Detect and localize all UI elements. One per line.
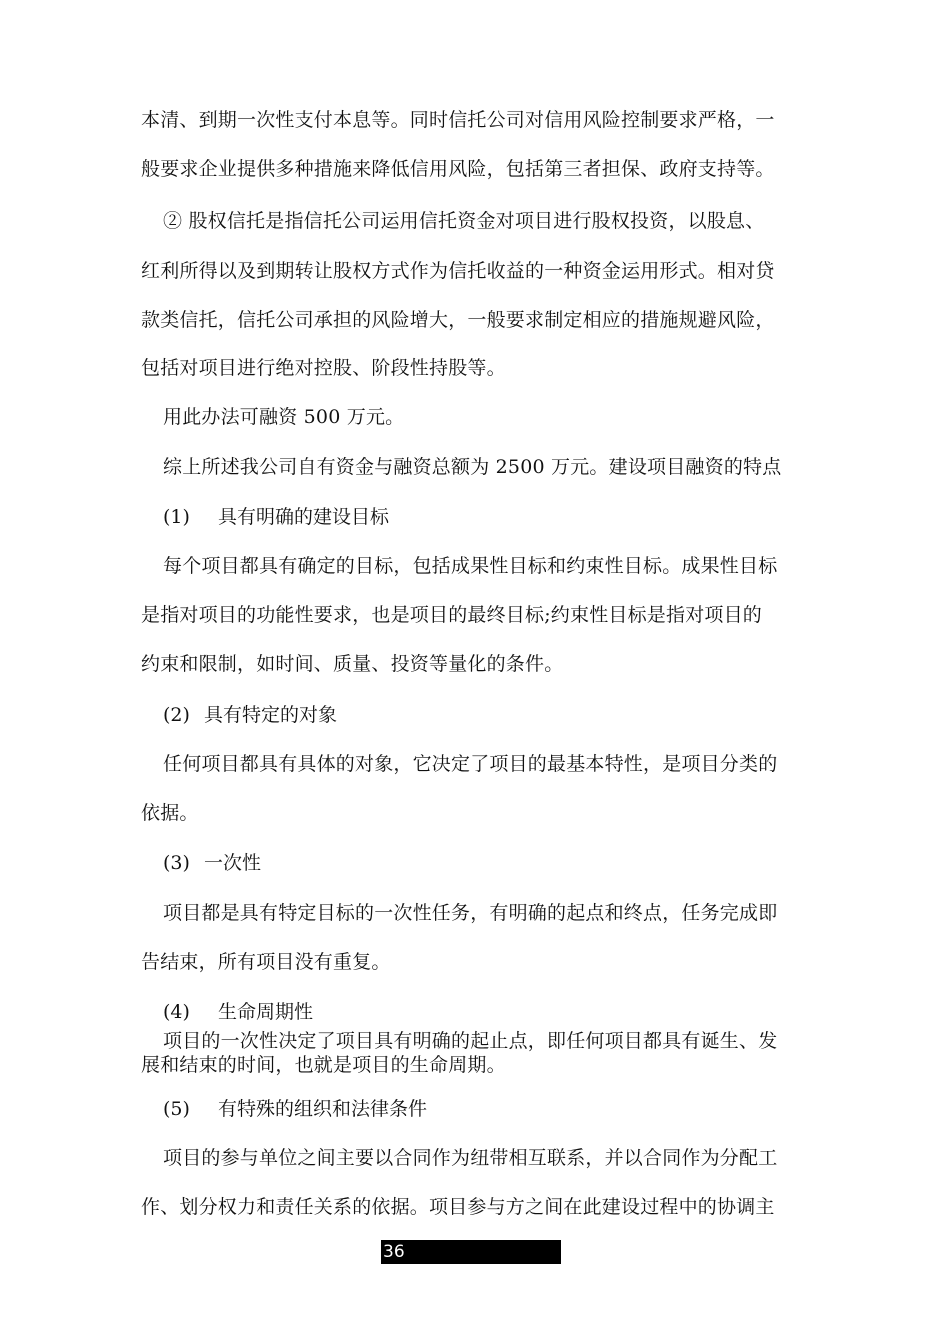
paragraph-line: 项目都是具有特定目标的一次性任务，有明确的起点和终点，任务完成即 bbox=[163, 902, 778, 924]
list-heading: 一次性 bbox=[204, 852, 262, 874]
paragraph-line: 本清、到期一次性支付本息等。同时信托公司对信用风险控制要求严格，一 bbox=[141, 109, 775, 131]
paragraph-line: 般要求企业提供多种措施来降低信用风险，包括第三者担保、政府支持等。 bbox=[141, 158, 775, 180]
paragraph-line: 每个项目都具有确定的目标，包括成果性目标和约束性目标。成果性目标 bbox=[163, 555, 778, 577]
list-number: (3) bbox=[163, 852, 190, 874]
page-number-bar bbox=[381, 1240, 561, 1264]
paragraph-line: 用此办法可融资 500 万元。 bbox=[163, 406, 405, 428]
paragraph-line: 约束和限制，如时间、质量、投资等量化的条件。 bbox=[141, 653, 564, 675]
paragraph-line: 红利所得以及到期转让股权方式作为信托收益的一种资金运用形式。相对贷 bbox=[141, 260, 775, 282]
paragraph-line: 项目的一次性决定了项目具有明确的起止点，即任何项目都具有诞生、发 bbox=[163, 1030, 778, 1052]
list-heading: 具有特定的对象 bbox=[204, 704, 338, 726]
paragraph-line: 展和结束的时间，也就是项目的生命周期。 bbox=[141, 1054, 506, 1076]
list-heading: 具有明确的建设目标 bbox=[218, 506, 390, 528]
list-number: (1) bbox=[163, 506, 190, 528]
list-number: (5) bbox=[163, 1098, 190, 1120]
paragraph-line: 项目的参与单位之间主要以合同作为纽带相互联系，并以合同作为分配工 bbox=[163, 1147, 778, 1169]
paragraph-line: 是指对项目的功能性要求，也是项目的最终目标;约束性目标是指对项目的 bbox=[141, 604, 763, 626]
paragraph-line: 任何项目都具有具体的对象，它决定了项目的最基本特性，是项目分类的 bbox=[163, 753, 778, 775]
paragraph-line: 综上所述我公司自有资金与融资总额为 2500 万元。建设项目融资的特点 bbox=[163, 456, 782, 478]
paragraph-line: 包括对项目进行绝对控股、阶段性持股等。 bbox=[141, 357, 506, 379]
list-heading: 生命周期性 bbox=[218, 1001, 314, 1023]
page-number: 36 bbox=[383, 1242, 405, 1262]
paragraph-line: ② 股权信托是指信托公司运用信托资金对项目进行股权投资，以股息、 bbox=[163, 210, 765, 232]
list-heading: 有特殊的组织和法律条件 bbox=[218, 1098, 428, 1120]
list-number: (2) bbox=[163, 704, 190, 726]
paragraph-line: 依据。 bbox=[141, 802, 199, 824]
paragraph-line: 作、划分权力和责任关系的依据。项目参与方之间在此建设过程中的协调主 bbox=[141, 1196, 775, 1218]
paragraph-line: 告结束，所有项目没有重复。 bbox=[141, 951, 391, 973]
list-number: (4) bbox=[163, 1001, 190, 1023]
paragraph-line: 款类信托，信托公司承担的风险增大，一般要求制定相应的措施规避风险， bbox=[141, 309, 775, 331]
